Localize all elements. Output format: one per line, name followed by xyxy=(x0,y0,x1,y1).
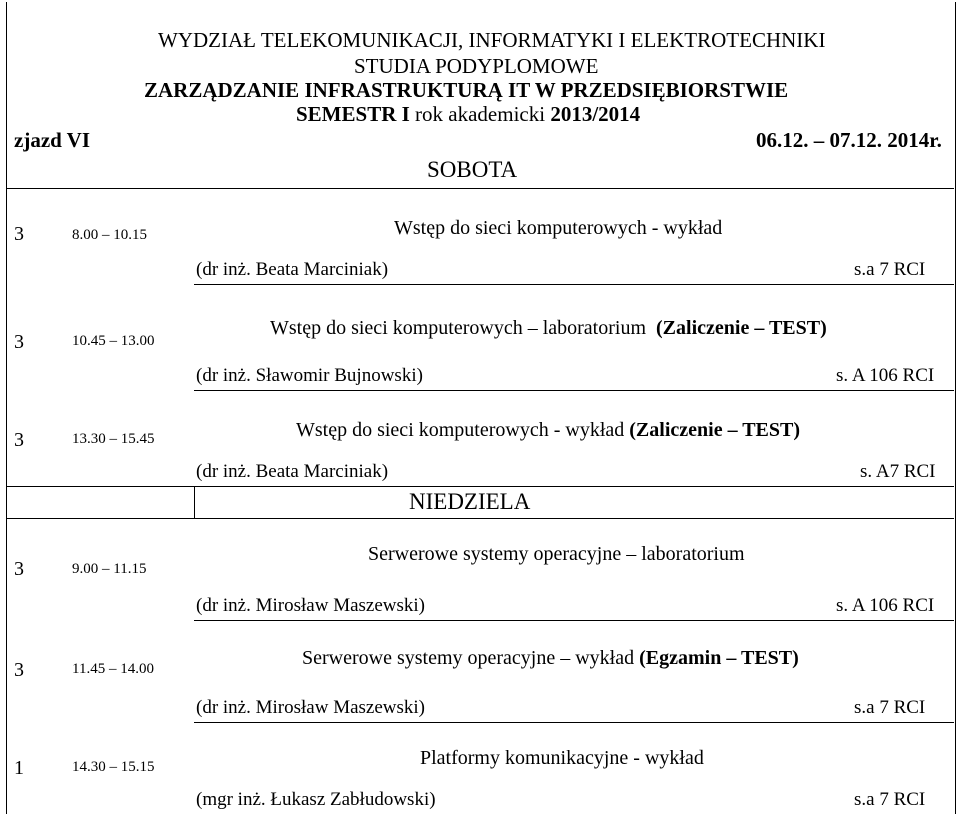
day-sunday: NIEDZIELA xyxy=(409,489,531,514)
class-room: s. A 106 RCI xyxy=(836,365,935,386)
class-hours: 3 xyxy=(14,558,24,580)
class-time: 14.30 – 15.15 xyxy=(72,759,155,775)
divider xyxy=(6,518,954,519)
divider xyxy=(6,188,954,189)
class-hours: 3 xyxy=(14,223,24,245)
class-hours: 3 xyxy=(14,429,24,451)
semester-label: SEMESTR I xyxy=(296,102,410,126)
class-time: 13.30 – 15.45 xyxy=(72,431,155,447)
class-time: 9.00 – 11.15 xyxy=(72,561,147,577)
class-subject: Serwerowe systemy operacyjne – laboratorium xyxy=(368,543,745,565)
class-subject: Wstęp do sieci komputerowych – laboratorium (Zaliczenie – TEST) xyxy=(270,317,827,339)
class-assessment: (Egzamin – TEST) xyxy=(639,647,799,669)
day-saturday: SOBOTA xyxy=(427,157,518,182)
class-subject: Wstęp do sieci komputerowych - wykład xyxy=(394,217,723,239)
program-title: ZARZĄDZANIE INFRASTRUKTURĄ IT W PRZEDSIĘBIORSTWIE xyxy=(144,78,789,102)
semester-line xyxy=(296,104,640,125)
class-lecturer: (dr inż. Sławomir Bujnowski) xyxy=(196,365,423,386)
divider xyxy=(194,722,954,723)
class-time: 11.45 – 14.00 xyxy=(72,661,154,677)
faculty-title: WYDZIAŁ TELEKOMUNIKACJI, INFORMATYKI I ELEKTROTECHNIKI xyxy=(158,28,826,52)
class-hours: 3 xyxy=(14,659,24,681)
class-lecturer: (mgr inż. Łukasz Zabłudowski) xyxy=(196,789,436,810)
session-label: zjazd VI xyxy=(14,128,91,152)
divider xyxy=(194,486,195,518)
class-room: s. A 106 RCI xyxy=(836,595,935,616)
academic-year: 2013/2014 xyxy=(550,102,641,126)
class-hours: 1 xyxy=(14,757,24,779)
class-room: s.a 7 RCI xyxy=(854,789,926,810)
divider xyxy=(6,486,954,487)
class-lecturer: (dr inż. Beata Marciniak) xyxy=(196,461,389,482)
class-room: s.a 7 RCI xyxy=(854,259,926,280)
class-time: 10.45 – 13.00 xyxy=(72,333,155,349)
class-time: 8.00 – 10.15 xyxy=(72,227,147,243)
academic-year-label: rok akademicki xyxy=(415,102,546,126)
class-room: s. A7 RCI xyxy=(860,461,936,482)
divider xyxy=(194,390,954,391)
class-lecturer: (dr inż. Mirosław Maszewski) xyxy=(196,697,426,718)
class-subject: Serwerowe systemy operacyjne – wykład (Egzamin – TEST) xyxy=(302,647,799,669)
class-lecturer: (dr inż. Beata Marciniak) xyxy=(196,259,389,280)
studies-title: STUDIA PODYPLOMOWE xyxy=(354,54,599,78)
class-lecturer: (dr inż. Mirosław Maszewski) xyxy=(196,595,426,616)
class-assessment: (Zaliczenie – TEST) xyxy=(656,317,827,339)
class-room: s.a 7 RCI xyxy=(854,697,926,718)
divider xyxy=(194,620,954,621)
divider xyxy=(194,284,954,285)
class-assessment: (Zaliczenie – TEST) xyxy=(629,419,801,441)
class-hours: 3 xyxy=(14,331,24,353)
class-subject: Platformy komunikacyjne - wykład xyxy=(420,747,704,769)
session-dates: 06.12. – 07.12. 2014r. xyxy=(756,128,942,152)
class-subject: Wstęp do sieci komputerowych - wykład (Zaliczenie – TEST) xyxy=(296,419,801,441)
